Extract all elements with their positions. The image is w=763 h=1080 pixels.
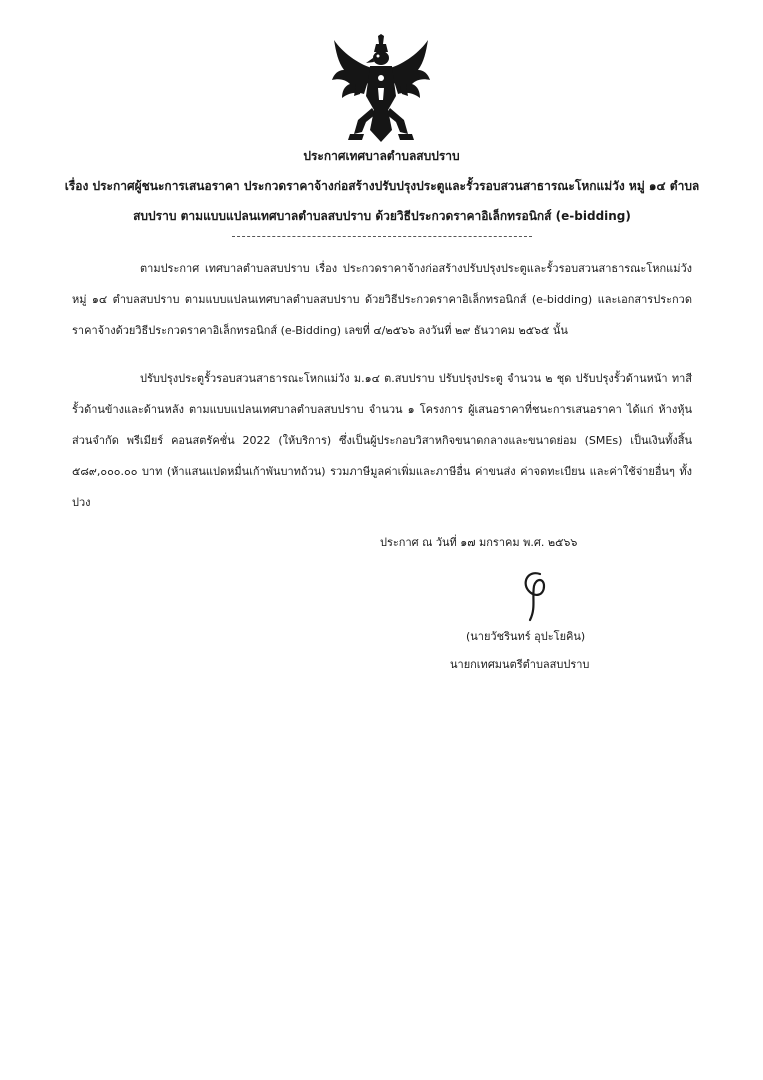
- document-subject: เรื่อง ประกาศผู้ชนะการเสนอราคา ประกวดราคาจ้างก่อสร้างปรับปรุงประตูและรั้วรอบสวนสาธารณะโหกแม่วัง หมู่ ๑๔ ตำบลสบปราบ ตามแบบแปลนเทศบาลตำบลสบปราบ ด้วยวิธีประกวดราคาอิเล็กทรอนิกส์ (e-bidding): [64, 179, 700, 223]
- signature-icon: [510, 568, 560, 624]
- document-header-title: ประกาศเทศบาลตำบลสบปราบ: [303, 149, 460, 163]
- garuda-emblem-icon: [328, 34, 434, 144]
- body-paragraph-2: ปรับปรุงประตูรั้วรอบสวนสาธารณะโหกแม่วัง ม.๑๔ ต.สบปราบ ปรับปรุงประตู จำนวน ๒ ชุด ปรับปรุงรั้วด้านหน้า ทาสีรั้วด้านข้างและด้านหลัง ตามแบบแปลนเทศบาลตำบลสบปราบ จำนวน ๑ โครงการ ผู้เสนอราคาที่ชนะการเสนอราคา ได้แก่ ห้างหุ้นส่วนจำกัด พรีเมียร์ คอนสตรัคชั่น 2022 (ให้บริการ) ซึ่งเป็นผู้ประกอบวิสาหกิจขนาดกลางและขนาดย่อม (SMEs) เป็นเงินทั้งสิ้น ๕๘๙,๐๐๐.๐๐ บาท (ห้าแสนแปดหมื่นเก้าพันบาทถ้วน) รวมภาษีมูลค่าเพิ่มและภาษีอื่น ค่าขนส่ง ค่าจดทะเบียน และค่าใช้จ่ายอื่นๆ ทั้งปวง: [72, 372, 692, 509]
- signer-name: (นายวัชรินทร์ อุปะโยคิน): [466, 630, 586, 643]
- announcement-date: ประกาศ ณ วันที่ ๑๗ มกราคม พ.ศ. ๒๕๖๖: [380, 536, 578, 549]
- section-divider: [232, 236, 532, 237]
- signer-position: นายกเทศมนตรีตำบลสบปราบ: [450, 658, 590, 671]
- body-paragraph-1: ตามประกาศ เทศบาลตำบลสบปราบ เรื่อง ประกวดราคาจ้างก่อสร้างปรับปรุงประตูและรั้วรอบสวนสาธารณะโหกแม่วัง หมู่ ๑๔ ตำบลสบปราบ ตามแบบแปลนเทศบาลตำบลสบปราบ ด้วยวิธีประกวดราคาอิเล็กทรอนิกส์ (e-bidding) และเอกสารประกวดราคาจ้างด้วยวิธีประกวดราคาอิเล็กทรอนิกส์ (e-Bidding) เลขที่ ๔/๒๕๖๖ ลงวันที่ ๒๙ ธันวาคม ๒๕๖๕ นั้น: [72, 262, 692, 337]
